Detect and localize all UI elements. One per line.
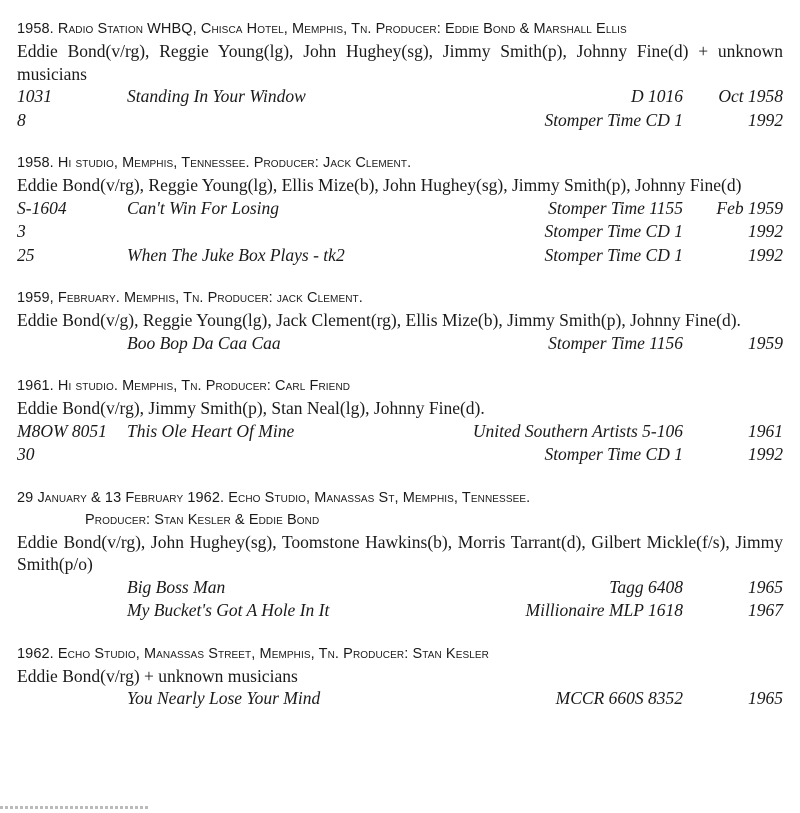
session-heading bbox=[17, 18, 783, 40]
session-block bbox=[17, 643, 783, 711]
track-title: Standing In Your Window bbox=[127, 86, 306, 106]
track-title: Boo Bop Da Caa Caa bbox=[127, 332, 281, 353]
release-date: 1992 bbox=[748, 109, 783, 130]
track-row bbox=[17, 220, 783, 244]
record-label: Stomper Time 1155 bbox=[548, 197, 683, 218]
track-row bbox=[17, 599, 783, 623]
musicians-credits: Eddie Bond(v/rg), Reggie Young(lg), John Hughey(sg), Jimmy Smith(p), Johnny Fine(d) + unknown musicians bbox=[17, 41, 783, 84]
matrix-number: 30 bbox=[17, 444, 35, 464]
musicians-credits: Eddie Bond(v/rg), Jimmy Smith(p), Stan Neal(lg), Johnny Fine(d). bbox=[17, 398, 485, 418]
bottom-rule bbox=[0, 806, 150, 809]
session-heading bbox=[17, 643, 783, 665]
session-heading-text: 1958. Radio Station WHBQ, Chisca Hotel, Memphis, Tn. Producer: Eddie Bond & Marshall Ellis bbox=[17, 21, 627, 37]
release-date: 1992 bbox=[748, 244, 783, 265]
record-label: Stomper Time CD 1 bbox=[544, 244, 683, 265]
release-date: Feb 1959 bbox=[716, 197, 783, 218]
record-label: MCCR 660S 8352 bbox=[555, 688, 683, 708]
musicians-credits: Eddie Bond(v/rg), John Hughey(sg), Toomstone Hawkins(b), Morris Tarrant(d), Gilbert Mickle(f/s), Jimmy Smith(p/o) bbox=[17, 531, 783, 574]
track-row bbox=[17, 85, 783, 109]
session-block bbox=[17, 18, 783, 132]
release-date: 1965 bbox=[748, 576, 783, 597]
matrix-number bbox=[17, 599, 127, 623]
matrix-number bbox=[17, 332, 127, 356]
track-title bbox=[127, 109, 387, 133]
track-row bbox=[17, 109, 783, 133]
musicians-credits: Eddie Bond(v/rg), Reggie Young(lg), Ellis Mize(b), John Hughey(sg), Jimmy Smith(p), Johnny Fine(d) bbox=[17, 175, 742, 195]
track-title: When The Juke Box Plays - tk2 bbox=[127, 244, 345, 265]
track-title bbox=[127, 443, 387, 467]
record-label: Stomper Time CD 1 bbox=[544, 109, 683, 130]
track-row bbox=[17, 687, 783, 711]
matrix-number: 25 bbox=[17, 244, 35, 265]
discography-page bbox=[17, 18, 783, 731]
track-title: My Bucket's Got A Hole In It bbox=[127, 600, 330, 620]
release-date: Oct 1958 bbox=[718, 86, 783, 106]
track-row bbox=[17, 332, 783, 356]
session-heading-text: 1958. Hi studio, Memphis, Tennessee. Producer: Jack Clement. bbox=[17, 155, 412, 171]
track-row bbox=[17, 244, 783, 268]
session-heading bbox=[17, 152, 783, 174]
track-title: You Nearly Lose Your Mind bbox=[127, 688, 321, 708]
session-heading-text: 29 January & 13 February 1962. Echo Studio, Manassas St, Memphis, Tennessee. bbox=[17, 489, 531, 506]
release-date: 1992 bbox=[748, 221, 783, 241]
matrix-number: 1031 bbox=[17, 86, 52, 106]
matrix-number bbox=[17, 687, 127, 711]
session-heading-text: 1962. Echo Studio, Manassas Street, Memphis, Tn. Producer: Stan Kesler bbox=[17, 645, 489, 662]
musicians-credits: Eddie Bond(v/g), Reggie Young(lg), Jack Clement(rg), Ellis Mize(b), Jimmy Smith(p), Johnny Fine(d). bbox=[17, 310, 741, 330]
track-title: This Ole Heart Of Mine bbox=[127, 420, 295, 441]
session-heading-text: 1959, February. Memphis, Tn. Producer: jack Clement. bbox=[17, 290, 363, 306]
track-row bbox=[17, 576, 783, 600]
release-date: 1967 bbox=[748, 600, 783, 620]
track-row bbox=[17, 420, 783, 444]
matrix-number: S-1604 bbox=[17, 197, 67, 218]
record-label: Millionaire MLP 1618 bbox=[525, 600, 683, 620]
release-date: 1961 bbox=[748, 420, 783, 441]
musicians-credits: Eddie Bond(v/rg) + unknown musicians bbox=[17, 665, 298, 686]
record-label: United Southern Artists 5-106 bbox=[472, 420, 683, 441]
track-title bbox=[127, 220, 387, 244]
record-label: D 1016 bbox=[630, 86, 683, 106]
session-block bbox=[17, 375, 783, 467]
session-heading bbox=[17, 487, 783, 531]
session-block bbox=[17, 152, 783, 267]
matrix-number bbox=[17, 576, 127, 600]
record-label: Tagg 6408 bbox=[609, 576, 683, 597]
release-date: 1965 bbox=[748, 688, 783, 708]
matrix-number: 3 bbox=[17, 221, 26, 241]
matrix-number: 8 bbox=[17, 109, 26, 130]
release-date: 1959 bbox=[748, 332, 783, 353]
track-title: Big Boss Man bbox=[127, 576, 226, 597]
record-label: Stomper Time CD 1 bbox=[544, 444, 683, 464]
release-date: 1992 bbox=[748, 444, 783, 464]
session-heading-text: 1961. Hi studio. Memphis, Tn. Producer: Carl Friend bbox=[17, 378, 351, 394]
record-label: Stomper Time 1156 bbox=[548, 332, 683, 353]
session-heading bbox=[17, 287, 783, 309]
track-title: Can't Win For Losing bbox=[127, 197, 280, 218]
session-block bbox=[17, 287, 783, 355]
session-block bbox=[17, 487, 783, 623]
session-heading bbox=[17, 375, 783, 397]
session-heading-continuation: Producer: Stan Kesler & Eddie Bond bbox=[85, 511, 320, 528]
record-label: Stomper Time CD 1 bbox=[544, 221, 683, 241]
track-row bbox=[17, 197, 783, 221]
track-row bbox=[17, 443, 783, 467]
matrix-number: M8OW 8051 bbox=[17, 420, 107, 441]
